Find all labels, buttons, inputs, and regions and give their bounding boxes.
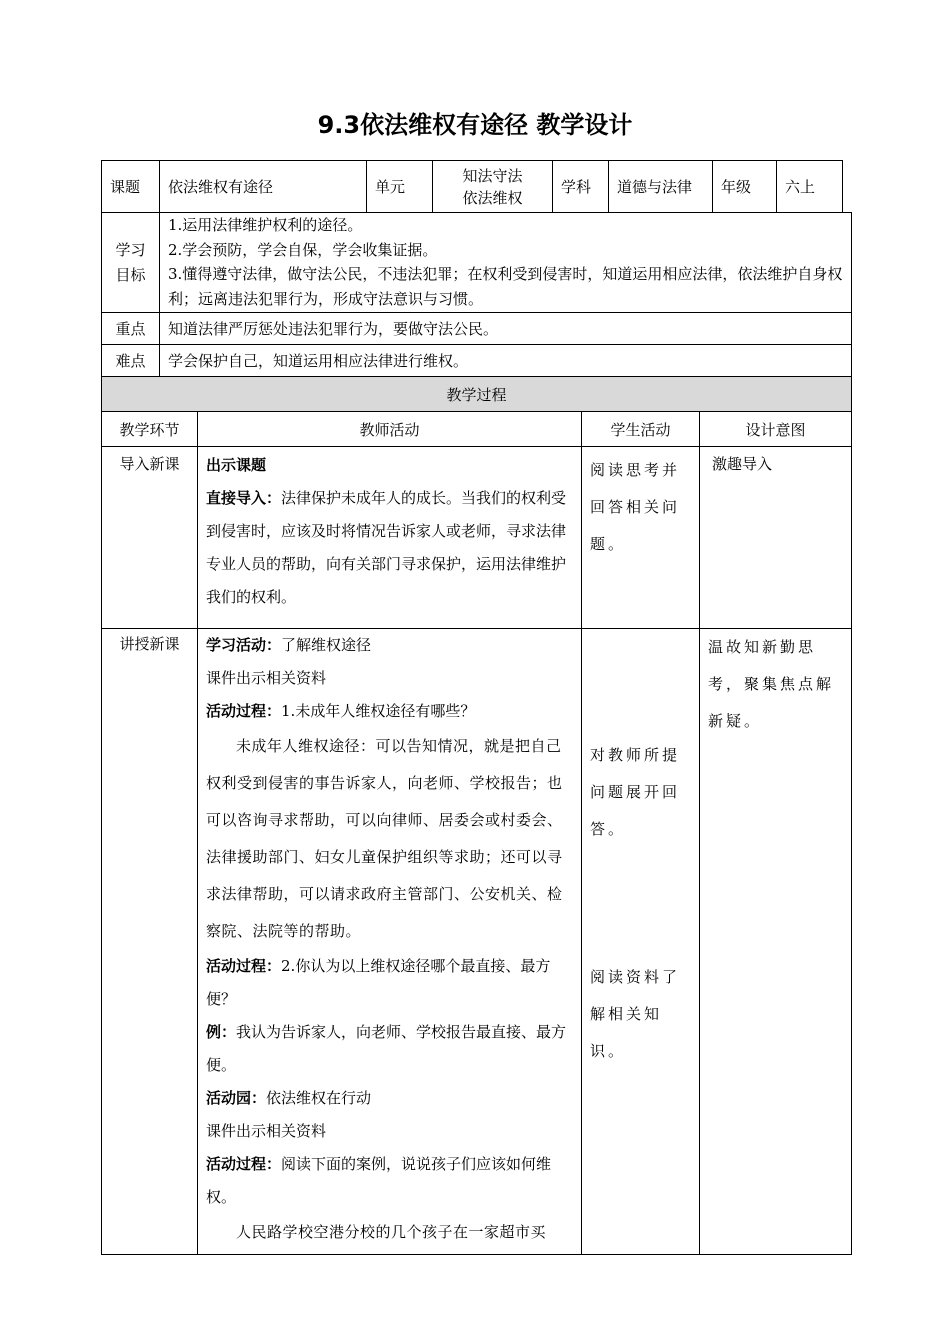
intent-new-lesson	[700, 629, 852, 1255]
student-activity-intro	[582, 447, 700, 629]
activity1-text: 了解维权途径	[281, 636, 372, 654]
goal-item-3: 3.懂得遵守法律，做守法公民，不违法犯罪；在权利受到侵害时，知道运用相应法律，依法维护自身权利；远离违法犯罪行为，形成守法意识与习惯。	[168, 265, 843, 308]
unit-value-line1: 知法守法	[462, 166, 523, 185]
process1-line	[206, 695, 573, 728]
intent-new-lesson-text: 温故知新勤思考，聚集焦点解新疑。	[708, 638, 835, 730]
stage-new-lesson: 讲授新课	[102, 629, 198, 1255]
process2-text: 2.你认为以上维权途径哪个最直接、最方便？	[206, 957, 551, 1008]
process3-text: 阅读下面的案例，说说孩子们应该如何维权。	[206, 1155, 552, 1206]
key-point-label: 重点	[102, 313, 160, 345]
unit-value-line2: 依法维权	[462, 188, 523, 207]
difficulty-label: 难点	[102, 345, 160, 377]
teacher-activity-new-lesson	[198, 629, 582, 1255]
student-answer-text: 对教师所提问题展开回答。	[590, 746, 681, 838]
process2-line	[206, 950, 573, 1016]
stage-intro: 导入新课	[102, 447, 198, 629]
intro-label: 直接导入：	[206, 489, 282, 507]
student-read-text: 阅读资料了解相关知识。	[590, 968, 681, 1060]
course-value: 依法维权有途径	[160, 161, 367, 213]
process1-label: 活动过程：	[206, 702, 282, 720]
example-text: 我认为告诉家人，向老师、学校报告最直接、最方便。	[206, 1023, 567, 1074]
header-table	[101, 160, 843, 213]
process-table	[101, 376, 852, 1255]
unit-label: 单元	[367, 161, 433, 213]
process2-label: 活动过程：	[206, 957, 282, 975]
goals-content	[160, 213, 852, 313]
unit-value	[433, 161, 553, 213]
courseware1: 课件出示相关资料	[206, 669, 327, 687]
intro-text: 法律保护未成年人的成长。当我们的权利受到侵害时，应该及时将情况告诉家人或老师，寻求法律专业人员的帮助，向有关部门寻求保护，运用法律维护我们的权利。	[206, 489, 567, 606]
document-title: 9.3依法维权有途径 教学设计	[317, 111, 633, 139]
activity2-text: 依法维权在行动	[266, 1089, 372, 1107]
process1-text: 1.未成年人维权途径有哪些？	[281, 702, 476, 720]
activity2-line	[206, 1082, 573, 1115]
example-label: 例：	[206, 1023, 237, 1041]
col-teacher-header: 教师活动	[198, 412, 582, 447]
activity1-line	[206, 629, 573, 662]
grade-label: 年级	[713, 161, 777, 213]
answer1-paragraph: 未成年人维权途径：可以告知情况，就是把自己权利受到侵害的事告诉家人，向老师、学校报告；也可以咨询寻求帮助，可以向律师、居委会或村委会、法律援助部门、妇女儿童保护组织等求助；还可以寻求法律帮助，可以请求政府主管部门、公安机关、检察院、法院等的帮助。	[206, 737, 563, 940]
process-section-title: 教学过程	[102, 377, 852, 412]
key-point-text: 知道法律严厉惩处违法犯罪行为，要做守法公民。	[160, 313, 852, 345]
intro-paragraph	[206, 482, 573, 614]
subject-label: 学科	[553, 161, 609, 213]
goals-label	[102, 213, 160, 313]
intro-heading	[206, 449, 573, 482]
process3-label: 活动过程：	[206, 1155, 282, 1173]
example-line	[206, 1016, 573, 1082]
intro-heading-text: 出示课题	[206, 456, 267, 474]
grade-value: 六上	[777, 161, 843, 213]
goals-table	[101, 212, 852, 377]
subject-value: 道德与法律	[609, 161, 713, 213]
process3-line	[206, 1148, 573, 1214]
col-intent-header: 设计意图	[700, 412, 852, 447]
activity2-label: 活动园：	[206, 1089, 267, 1107]
activity1-label: 学习活动：	[206, 636, 282, 654]
courseware2: 课件出示相关资料	[206, 1122, 327, 1140]
goal-item-1: 1.运用法律维护权利的途径。	[168, 216, 363, 234]
teacher-activity-intro	[198, 447, 582, 629]
course-label: 课题	[102, 161, 160, 213]
difficulty-text: 学会保护自己，知道运用相应法律进行维权。	[160, 345, 852, 377]
student-intro-text: 阅读思考并回答相关问题。	[590, 461, 681, 553]
col-stage-header: 教学环节	[102, 412, 198, 447]
intent-intro: 激趣导入	[700, 447, 852, 629]
goal-item-2: 2.学会预防，学会自保，学会收集证据。	[168, 240, 438, 259]
student-activity-new-lesson	[582, 629, 700, 1255]
goals-label-line2: 目标	[115, 265, 146, 284]
case-paragraph: 人民路学校空港分校的几个孩子在一家超市买	[236, 1223, 547, 1241]
col-student-header: 学生活动	[582, 412, 700, 447]
goals-label-line1: 学习	[115, 240, 146, 259]
